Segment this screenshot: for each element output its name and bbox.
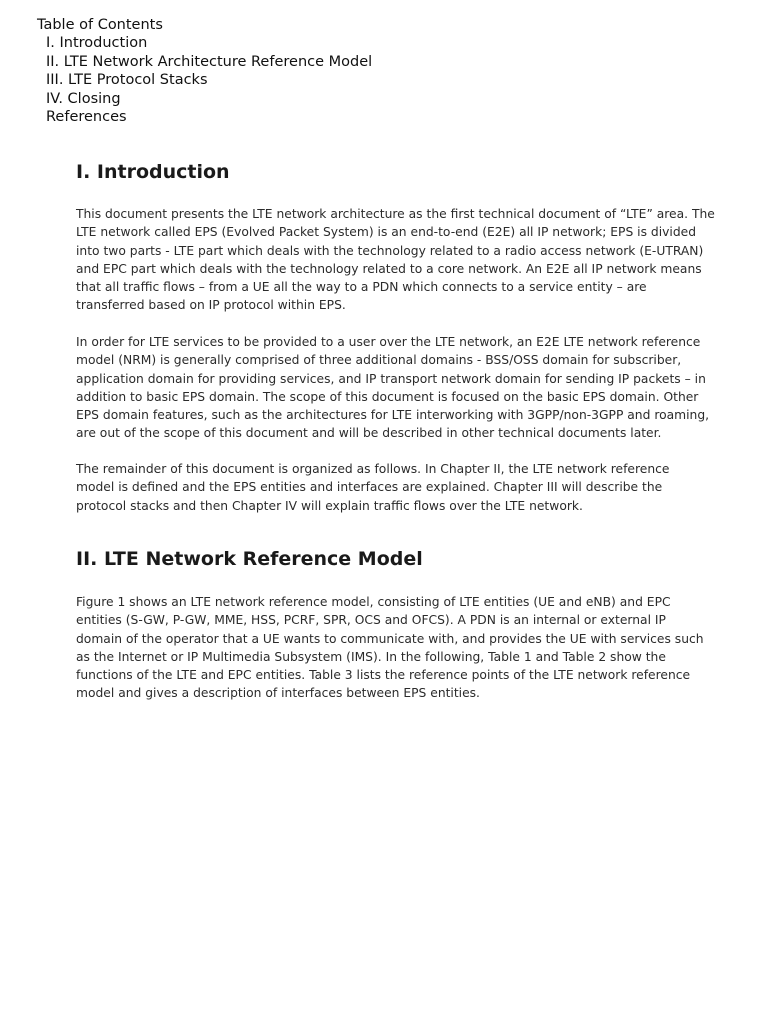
section-reference-model — [76, 548, 756, 570]
paragraph — [76, 333, 756, 443]
toc-link-closing[interactable]: IV. Closing — [46, 90, 121, 107]
text-line: into two parts - LTE part which deals with the technology related to a radio access network (E-UTRAN) — [76, 243, 704, 258]
text-line: addition to basic EPS domain. The scope of this document is focused on the basic EPS domain. Other — [76, 389, 699, 404]
text-line: entities (S-GW, P-GW, MME, HSS, PCRF, SPR, OCS and OFCS). A PDN is an internal or external IP — [76, 613, 666, 628]
text-line: This document presents the LTE network architecture as the first technical document of “LTE” area. The — [76, 207, 715, 221]
text-line: LTE network called EPS (Evolved Packet System) is an end-to-end (E2E) all IP network; EPS is divided — [76, 225, 697, 240]
text-line: functions of the LTE and EPC entities. Table 3 lists the reference points of the LTE network reference — [76, 668, 691, 683]
toc-link-reference-model[interactable]: II. LTE Network Architecture Reference Model — [46, 53, 373, 70]
text-line: are out of the scope of this document and will be described in other technical documents later. — [76, 426, 662, 441]
paragraph — [76, 205, 756, 315]
paragraph — [76, 460, 756, 515]
toc-title: Table of Contents — [37, 17, 163, 33]
text-line: and EPC part which deals with the technology related to a core network. An E2E all IP network means — [76, 261, 702, 276]
text-line: The remainder of this document is organized as follows. In Chapter II, the LTE network reference — [76, 462, 670, 476]
text-line: protocol stacks and then Chapter IV will explain traffic flows over the LTE network. — [76, 498, 583, 513]
toc-link-introduction[interactable]: I. Introduction — [46, 35, 148, 52]
text-line: domain of the operator that a UE wants to communicate with, and provides the UE with services such — [76, 631, 704, 646]
text-line: In order for LTE services to be provided to a user over the LTE network, an E2E LTE network reference — [76, 335, 701, 349]
paragraph — [76, 593, 756, 703]
toc-link-references[interactable]: References — [46, 109, 127, 126]
text-line: transferred based on IP protocol within EPS. — [76, 298, 346, 313]
text-line: model and gives a description of interfaces between EPS entities. — [76, 686, 480, 701]
text-line: EPS domain features, such as the architectures for LTE interworking with 3GPP/non-3GPP and roaming, — [76, 408, 710, 423]
text-line: application domain for providing services, and IP transport network domain for sending IP packets – in — [76, 371, 706, 386]
section-heading: II. LTE Network Reference Model — [76, 548, 423, 570]
text-line: Figure 1 shows an LTE network reference model, consisting of LTE entities (UE and eNB) and EPC — [76, 595, 671, 609]
text-line: model is defined and the EPS entities and interfaces are explained. Chapter III will describe the — [76, 480, 663, 495]
text-line: model (NRM) is generally comprised of three additional domains - BSS/OSS domain for subscriber, — [76, 353, 682, 368]
toc-link-protocol-stacks[interactable]: III. LTE Protocol Stacks — [46, 72, 208, 89]
text-line: that all traffic flows – from a UE all the way to a PDN which connects to a service entity – are — [76, 280, 647, 295]
section-introduction — [76, 161, 756, 183]
table-of-contents — [37, 16, 372, 126]
section-heading: I. Introduction — [76, 161, 230, 183]
text-line: as the Internet or IP Multimedia Subsystem (IMS). In the following, Table 1 and Table 2 show the — [76, 649, 666, 664]
